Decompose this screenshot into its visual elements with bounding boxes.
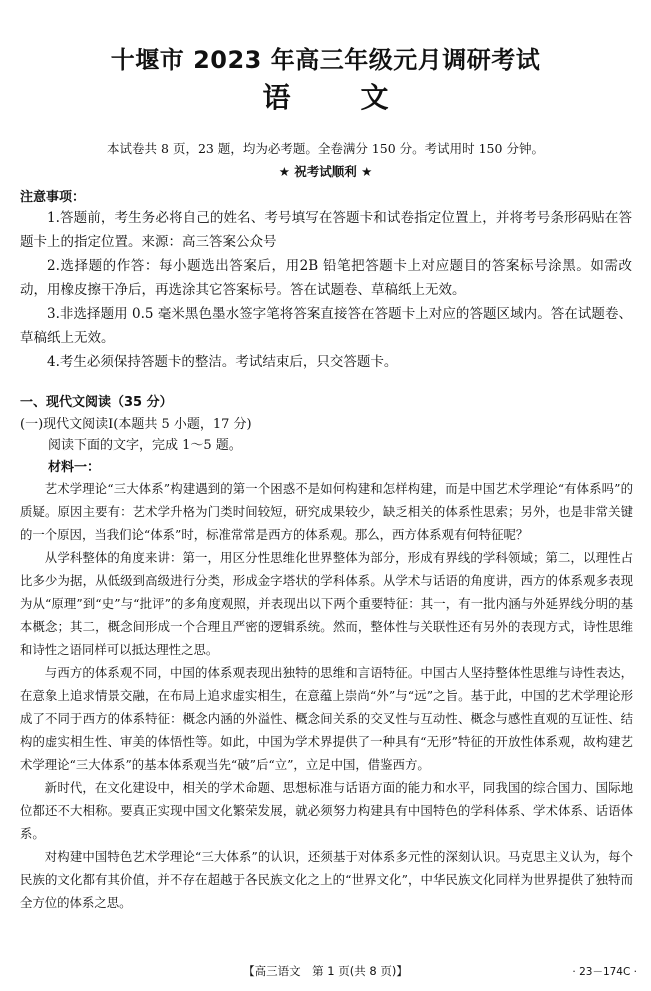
passage-paragraph: 对构建中国特色艺术学理论“三大体系”的认识，还须基于对体系多元性的深刻认识。马克思主义认为，每个民族的文化都有其价值，并不存在超越于各民族文化之上的“世界文化”，中华民族文化同样为世界提供了独特而全方位的体系之思。 bbox=[20, 849, 633, 910]
exam-note: 本试卷共 8 页，23 题，均为必考题。全卷满分 150 分。考试用时 150 分钟。 bbox=[107, 141, 544, 156]
exam-code: · 23－174C · bbox=[572, 966, 637, 978]
notice-item: 3.非选择题用 0.5 毫米黑色墨水签字笔将答案直接答在答题卡上对应的答题区域内。答在试题卷、草稿纸上无效。 bbox=[20, 306, 632, 346]
notice-heading: 注意事项： bbox=[20, 190, 86, 205]
reading-instruction: 阅读下面的文字，完成 1～5 题。 bbox=[48, 438, 242, 453]
notice-list bbox=[20, 206, 632, 374]
notice-item: 2.选择题的作答：每小题选出答案后，用2B 铅笔把答题卡上对应题目的答案标号涂黑。如需改动，用橡皮擦干净后，再选涂其它答案标号。答在试题卷、草稿纸上无效。 bbox=[20, 258, 632, 298]
notice-item: 1.答题前，考生务必将自己的姓名、考号填写在答题卡和试卷指定位置上，并将考号条形码贴在答题卡上的指定位置。来源：高三答案公众号 bbox=[20, 210, 632, 250]
exam-title: 十堰市 2023 年高三年级元月调研考试 bbox=[110, 46, 541, 74]
subject-title: 语文 bbox=[262, 81, 459, 114]
passage-paragraph: 从学科整体的角度来讲：第一，用区分性思维化世界整体为部分，形成有界线的学科领域；第二，以理性占比多少为据，从低级到高级进行分类，形成金字塔状的学科体系。从学术与话语的角度讲，西方的体系观多表现为从“原理”到“史”与“批评”的多角度观照，并表现出以下两个重要特征：其一，有一批内涵与外延界线分明的基本概念；其二，概念间形成一个合理且严密的逻辑系统。然而，整体性与关联性还有另外的表现方式，诗性思维和诗性之语同样可以抵达理性之思。 bbox=[20, 550, 633, 657]
page-footer: 【高三语文 第 1 页(共 8 页)】 bbox=[243, 964, 408, 978]
subsection-title: (一)现代文阅读Ⅰ(本题共 5 小题，17 分) bbox=[20, 417, 252, 432]
good-luck-banner: ★ 祝考试顺利 ★ bbox=[278, 164, 373, 179]
section-title: 一、现代文阅读（35 分） bbox=[20, 395, 173, 410]
passage-paragraph: 新时代，在文化建设中，相关的学术命题、思想标准与话语方面的能力和水平，同我国的综合国力、国际地位都还不大相称。要真正实现中国文化繁荣发展，就必须努力构建具有中国特色的学科体系、学术体系、话语体系。 bbox=[20, 780, 633, 841]
passage-paragraph: 与西方的体系观不同，中国的体系观表现出独特的思维和言语特征。中国古人坚持整体性思维与诗性表达，在意象上追求情景交融，在布局上追求虚实相生，在意蕴上崇尚“外”与“远”之旨。基于此，中国的艺术学理论形成了不同于西方的体系特征：概念内涵的外溢性、概念间关系的交叉性与互动性、概念与感性直观的互证性、结构的虚实相生性、审美的体悟性等。如此，中国为学术界提供了一种具有“无形”特征的开放性体系观，故构建艺术学理论“三大体系”的基本体系观当先“破”后“立”，立足中国，借鉴西方。 bbox=[20, 665, 633, 772]
reading-passage bbox=[20, 477, 633, 914]
passage-paragraph: 艺术学理论“三大体系”构建遇到的第一个困惑不是如何构建和怎样构建，而是中国艺术学理论“有体系吗”的质疑。原因主要有：艺术学升格为门类时间较短，研究成果较少，缺乏相关的体系性思索；另外，也是非常关键的一个原因，当我们论“体系”时，标准常常是西方的体系观。那么，西方体系观有何特征呢？ bbox=[20, 481, 633, 542]
material-label: 材料一： bbox=[48, 460, 101, 475]
notice-item: 4.考生必须保持答题卡的整洁。考试结束后，只交答题卡。 bbox=[47, 354, 398, 370]
